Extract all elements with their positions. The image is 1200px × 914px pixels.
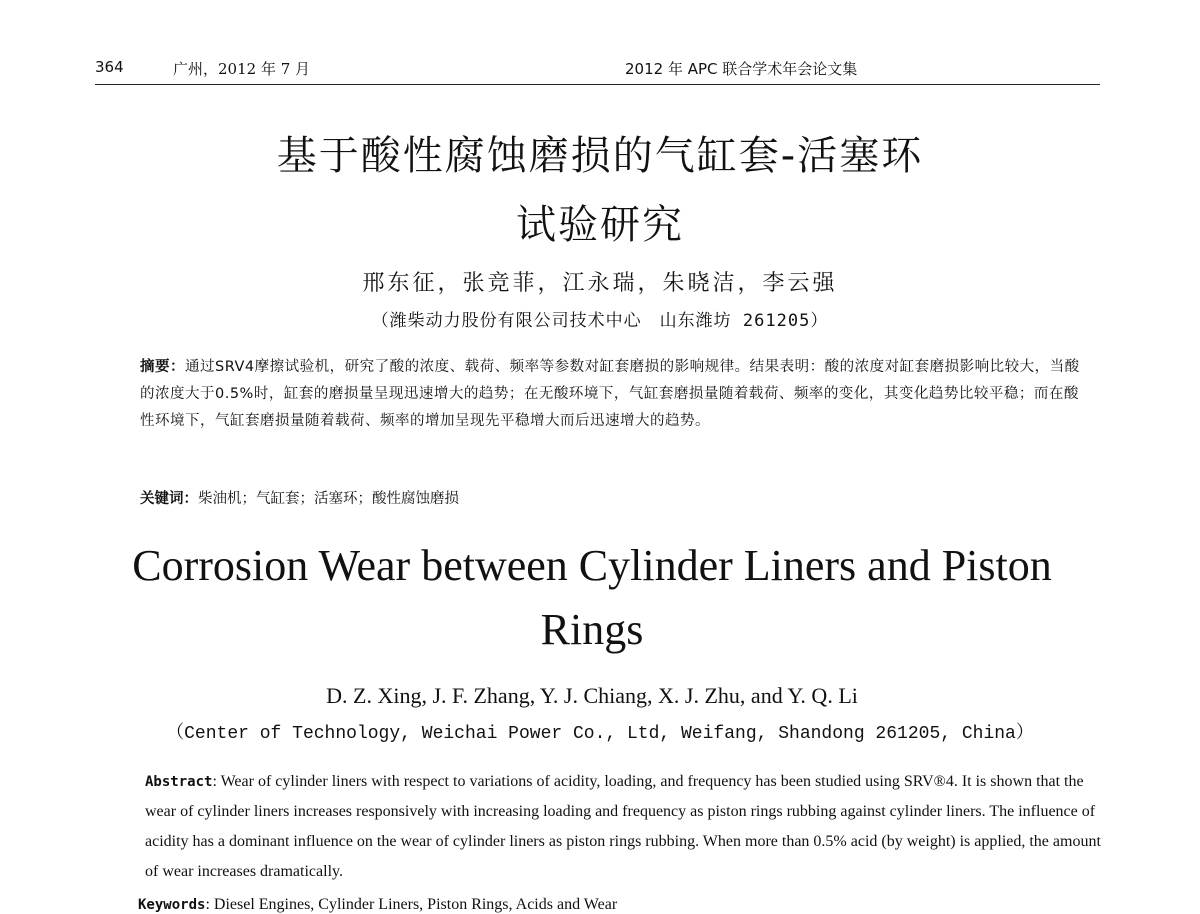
chinese-title-line-2: 试验研究 — [516, 202, 684, 248]
chinese-keywords-text: 柴油机；气缸套；活塞环；酸性腐蚀磨损 — [198, 491, 459, 507]
english-abstract-text: : Wear of cylinder liners with respect to variations of acidity, loading, and frequency has been studied using SRV®4. It is shown that the wear of cylinder liners increases responsively with increasing loading and frequency as piston rings rubbing against cylinder liners. The influence of acidity has a dominant influence on the wear of cylinder liners as piston rings rubbing. When more than 0.5% acid (by weight) is applied, the amount of wear increases dramatically. — [145, 773, 1101, 880]
english-keywords — [138, 896, 1098, 914]
page-number: 364 — [95, 58, 124, 76]
chinese-affiliation: （潍柴动力股份有限公司技术中心 山东潍坊 261205） — [371, 311, 829, 331]
chinese-abstract-label: 摘要： — [140, 359, 185, 375]
english-authors: D. Z. Xing, J. F. Zhang, Y. J. Chiang, X. J. Zhu, and Y. Q. Li — [326, 683, 858, 708]
english-keywords-label: Keywords — [138, 897, 206, 913]
chinese-title-line-1: 基于酸性腐蚀磨损的气缸套-活塞环 — [276, 133, 924, 179]
chinese-abstract — [140, 354, 1090, 435]
chinese-authors: 邢东征，张竞菲，江永瑞，朱晓洁，李云强 — [362, 271, 838, 296]
english-abstract-label: Abstract — [145, 774, 213, 790]
conference-location-date: 广州，2012 年 7 月 — [173, 60, 311, 78]
english-title-line-2: Rings — [540, 605, 644, 654]
english-title-line-1: Corrosion Wear between Cylinder Liners and Piston — [132, 541, 1052, 590]
chinese-abstract-text: 通过SRV4摩擦试验机，研究了酸的浓度、载荷、频率等参数对缸套磨损的影响规律。结果表明：酸的浓度对缸套磨损影响比较大，当酸的浓度大于0.5%时，缸套的磨损量呈现迅速增大的趋势；在无酸环境下，气缸套磨损量随着载荷、频率的变化，其变化趋势比较平稳；而在酸性环境下，气缸套磨损量随着载荷、频率的增加呈现先平稳增大而后迅速增大的趋势。 — [140, 359, 1080, 429]
english-affiliation: （Center of Technology, Weichai Power Co., Ltd, Weifang, Shandong 261205, China） — [166, 724, 1034, 744]
english-keywords-text: : Diesel Engines, Cylinder Liners, Piston Rings, Acids and Wear — [205, 896, 618, 913]
running-header — [95, 52, 1100, 85]
english-abstract — [145, 767, 1105, 887]
chinese-keywords — [140, 487, 1090, 508]
proceedings-title: 2012 年 APC 联合学术年会论文集 — [625, 60, 858, 78]
chinese-keywords-label: 关键词： — [140, 491, 198, 507]
